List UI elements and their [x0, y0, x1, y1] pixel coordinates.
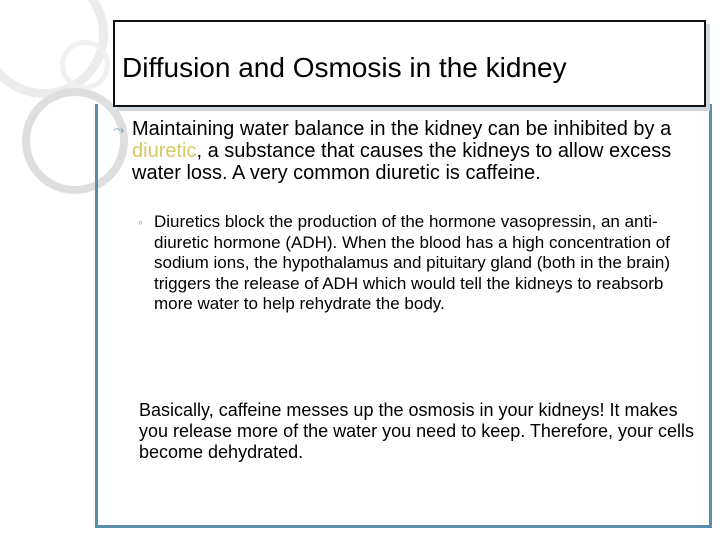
- arrow-bullet-icon: ⤳: [113, 121, 125, 137]
- title-box: [113, 20, 706, 107]
- decorative-ring-small: [60, 40, 110, 90]
- diuretic-highlight: diuretic: [132, 140, 197, 162]
- main-bullet-text: [132, 118, 693, 184]
- ring-bullet-icon: ◦: [138, 214, 143, 230]
- summary-text: Basically, caffeine messes up the osmosis in your kidneys! It makes you release more of the water you need to keep. Therefore, your cells become dehydrated.: [139, 400, 694, 462]
- main-bullet-text-after: , a substance that causes the kidneys to allow excess water loss. A very common diuretic is caffeine.: [132, 140, 672, 184]
- sub-bullet-text: Diuretics block the production of the hormone vasopressin, an anti-diuretic hormone (ADH). When the blood has a high concentration of sodium ions, the hypothalamus and pituitary gland (both in the brain) triggers the release of ADH which would tell the kidneys to reabsorb more water to help rehydrate the body.: [154, 212, 670, 313]
- main-bullet: [113, 118, 693, 184]
- slide-title: Diffusion and Osmosis in the kidney: [122, 52, 567, 83]
- main-bullet-text-before: Maintaining water balance in the kidney can be inhibited by a: [132, 118, 672, 140]
- sub-bullet: [138, 212, 700, 315]
